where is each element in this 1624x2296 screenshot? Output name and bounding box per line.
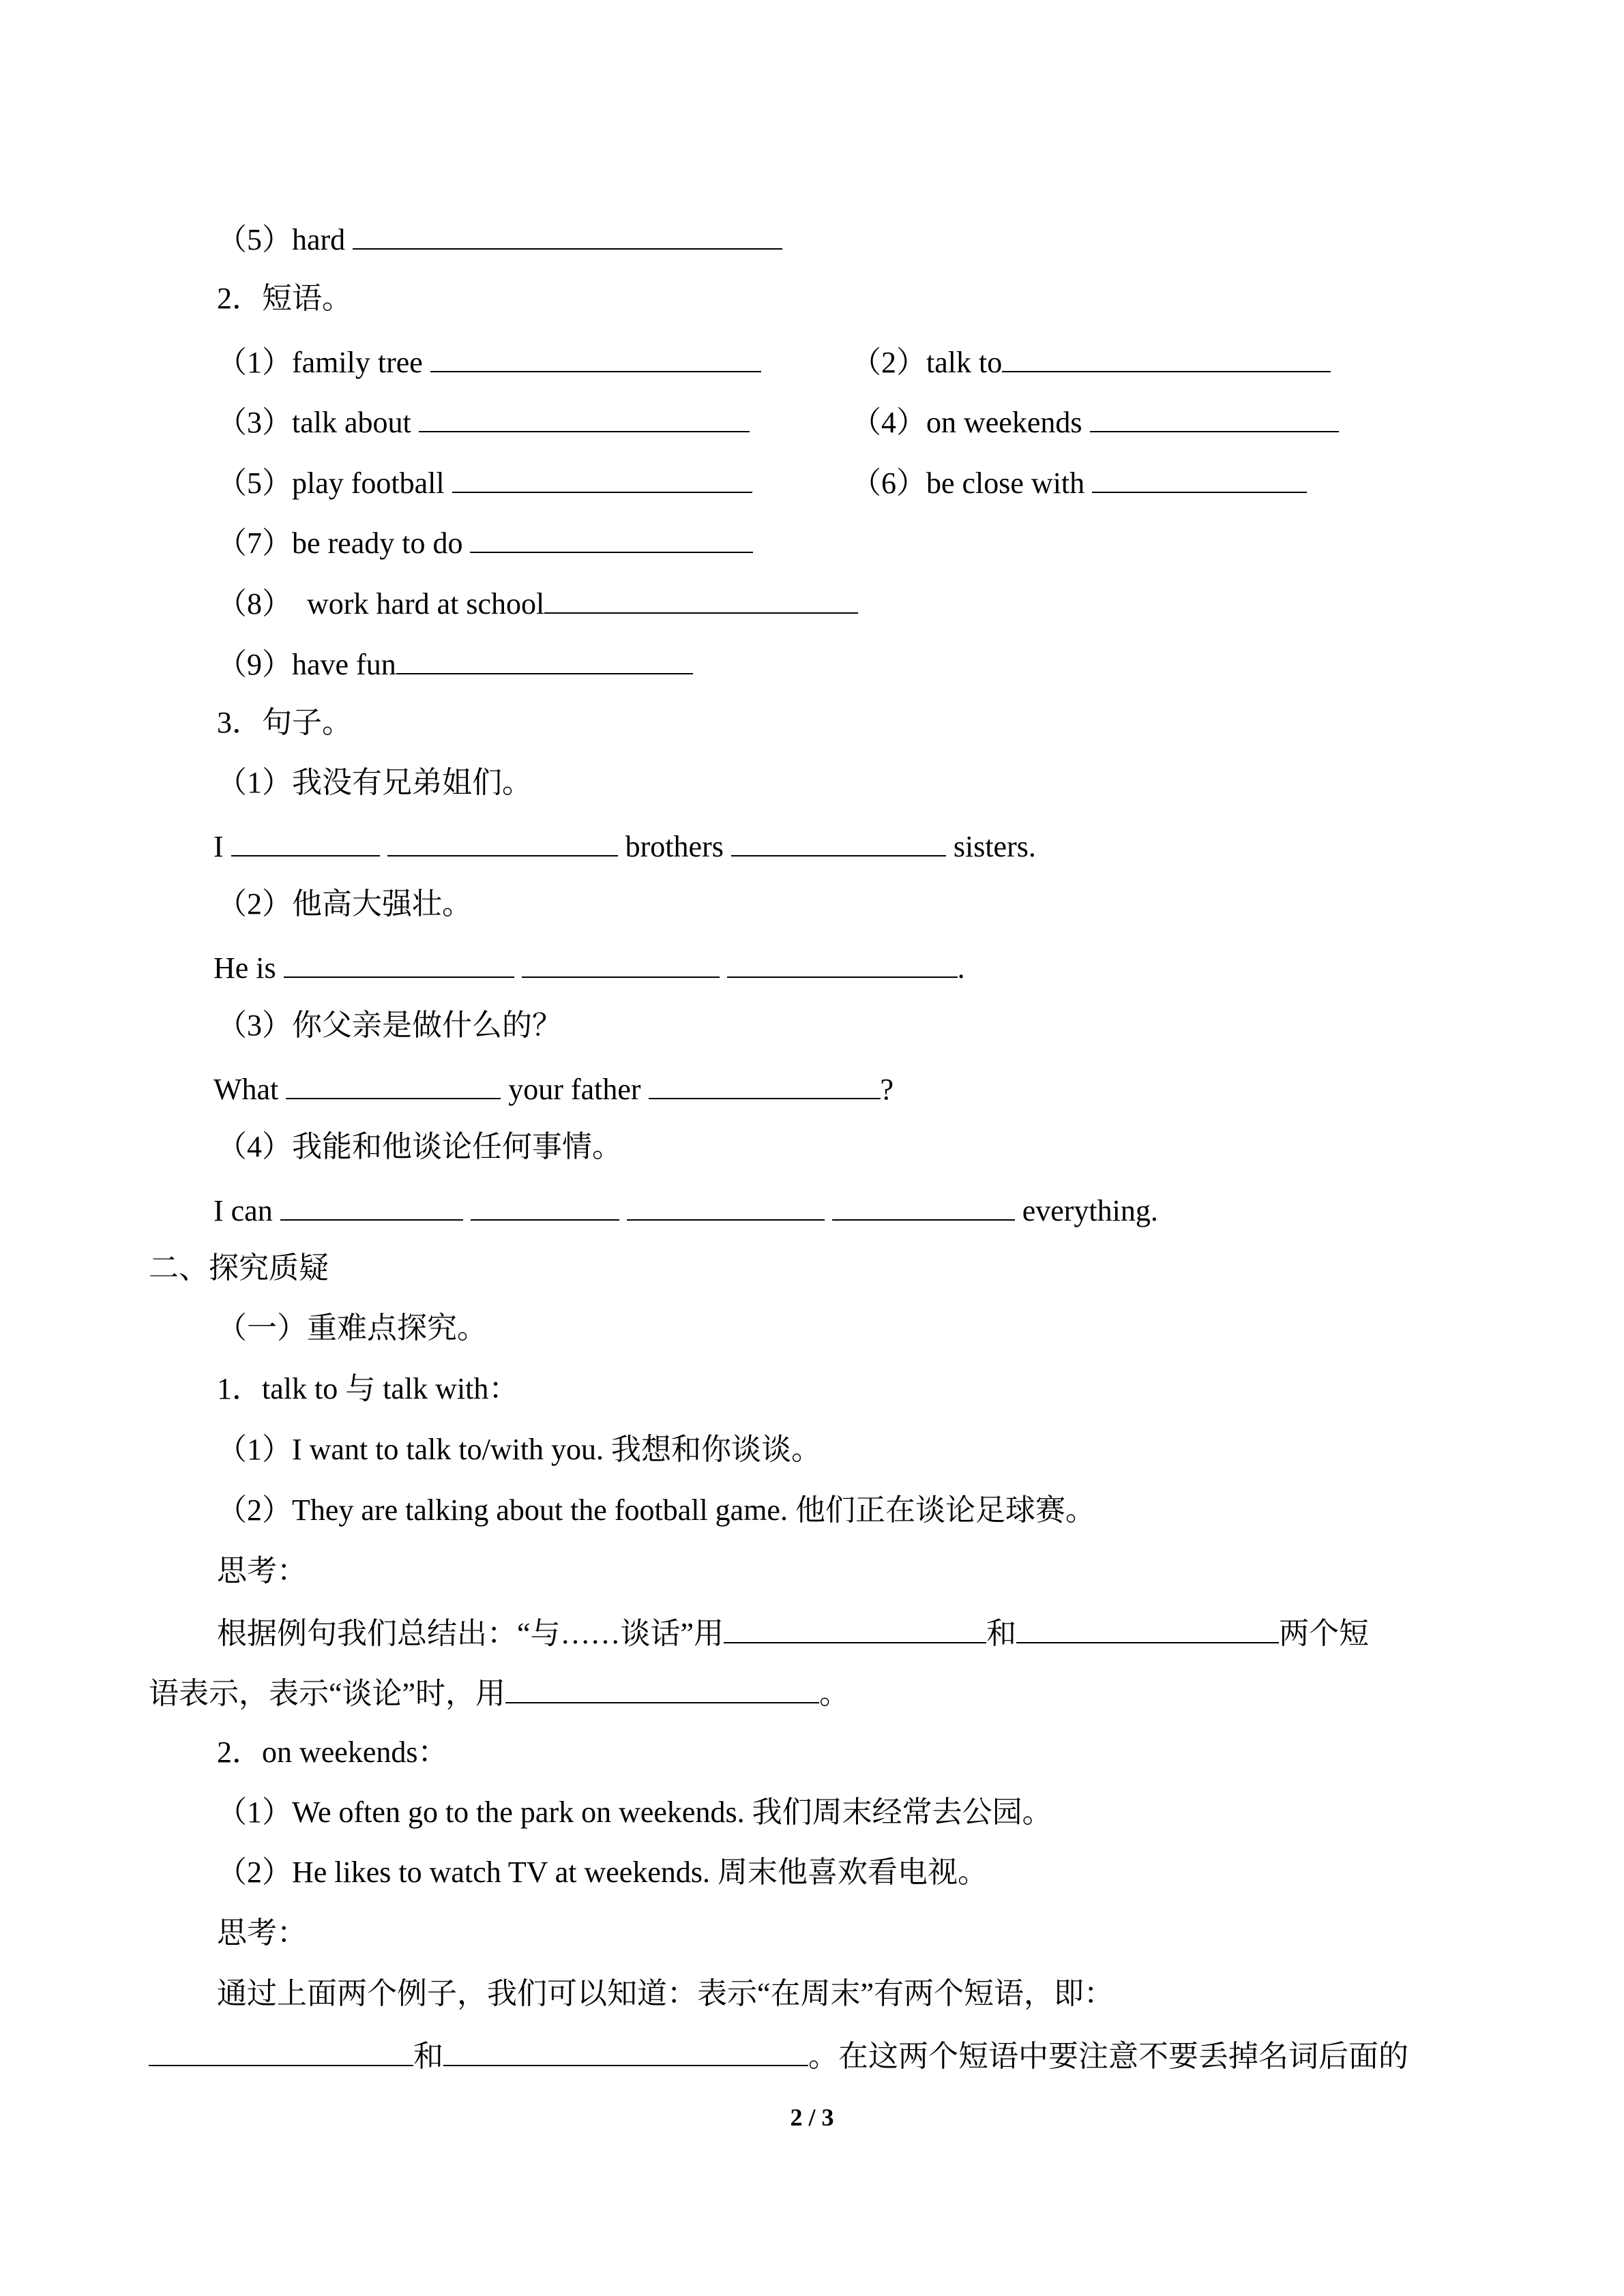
answer-blank[interactable] xyxy=(505,1671,819,1703)
point-1-example-1: （1）I want to talk to/with you. 我想和你谈谈。 xyxy=(217,1433,822,1466)
answer-blank[interactable] xyxy=(419,400,750,432)
section-subtitle: （一）重难点探究。 xyxy=(217,1311,487,1345)
phrase-item-1: （1）family tree xyxy=(217,340,761,381)
answer-blank[interactable] xyxy=(1090,400,1339,432)
point-1-question-line-1: 根据例句我们总结出：“与……谈话”用 和 两个短 xyxy=(217,1611,1369,1652)
answer-blank[interactable] xyxy=(284,945,514,978)
point-2-example-1: （1）We often go to the park on weekends. 我们周末经常去公园。 xyxy=(217,1795,1052,1829)
sentence-3-en: What your father ? xyxy=(213,1067,894,1107)
answer-blank[interactable] xyxy=(231,824,380,856)
answer-blank[interactable] xyxy=(832,1188,1015,1221)
phrases-heading: 2．短语。 xyxy=(217,282,352,315)
section-title: 二、探究质疑 xyxy=(149,1251,329,1285)
point-2-question-line-1: 通过上面两个例子，我们可以知道：表示“在周末”有两个短语，即： xyxy=(217,1977,1114,2010)
word-item-5: （5）hard xyxy=(217,217,782,258)
answer-blank[interactable] xyxy=(149,2033,413,2066)
answer-blank[interactable] xyxy=(1092,460,1307,493)
sentence-2-en: He is . xyxy=(213,945,965,986)
answer-blank[interactable] xyxy=(522,945,720,978)
page-number: 2 / 3 xyxy=(790,2104,834,2131)
answer-blank[interactable] xyxy=(544,581,858,614)
point-1-question-line-2: 语表示，表示“谈论”时，用 。 xyxy=(149,1671,849,1712)
answer-blank[interactable] xyxy=(731,824,946,856)
sentence-1-en: I brothers sisters. xyxy=(213,824,1036,865)
answer-blank[interactable] xyxy=(1016,1611,1279,1643)
sentence-4-zh: （4）我能和他谈论任何事情。 xyxy=(217,1130,622,1163)
answer-blank[interactable] xyxy=(727,945,958,978)
phrase-item-6: （6）be close with xyxy=(851,460,1307,501)
answer-blank[interactable] xyxy=(430,340,761,372)
answer-blank[interactable] xyxy=(471,1188,619,1221)
answer-blank[interactable] xyxy=(387,824,618,856)
point-2-question-line-2: 和 。在这两个短语中要注意不要丢掉名词后面的 xyxy=(149,2033,1408,2074)
phrase-item-5: （5）play football xyxy=(217,460,752,501)
sentences-heading: 3．句子。 xyxy=(217,706,352,739)
point-1-heading: 1．talk to 与 talk with： xyxy=(217,1372,519,1405)
answer-blank[interactable] xyxy=(353,217,782,250)
answer-blank[interactable] xyxy=(1002,340,1331,372)
answer-blank[interactable] xyxy=(286,1067,501,1099)
answer-blank[interactable] xyxy=(452,460,752,493)
point-2-think-label: 思考： xyxy=(217,1916,307,1950)
answer-blank[interactable] xyxy=(470,520,753,553)
point-1-example-2: （2）They are talking about the football game. 他们正在谈论足球赛。 xyxy=(217,1493,1095,1527)
point-1-think-label: 思考： xyxy=(217,1554,307,1587)
point-2-heading: 2．on weekends： xyxy=(217,1735,448,1769)
phrase-item-4: （4）on weekends xyxy=(851,400,1339,441)
answer-blank[interactable] xyxy=(649,1067,881,1099)
sentence-2-zh: （2）他高大强壮。 xyxy=(217,887,472,921)
point-2-example-2: （2）He likes to watch TV at weekends. 周末他喜欢看电视。 xyxy=(217,1855,988,1889)
sentence-1-zh: （1）我没有兄弟姐们。 xyxy=(217,766,532,799)
phrase-item-8: （8） work hard at school xyxy=(217,581,858,622)
answer-blank[interactable] xyxy=(443,2033,808,2066)
sentence-4-en: I can everything. xyxy=(213,1188,1158,1229)
phrase-item-3: （3）talk about xyxy=(217,400,750,441)
answer-blank[interactable] xyxy=(280,1188,463,1221)
phrase-item-9: （9）have fun xyxy=(217,642,693,683)
answer-blank[interactable] xyxy=(396,642,693,674)
sentence-3-zh: （3）你父亲是做什么的？ xyxy=(217,1009,562,1042)
phrase-item-2: （2）talk to xyxy=(851,340,1331,381)
phrase-item-7: （7）be ready to do xyxy=(217,520,753,561)
answer-blank[interactable] xyxy=(627,1188,825,1221)
answer-blank[interactable] xyxy=(724,1611,986,1643)
